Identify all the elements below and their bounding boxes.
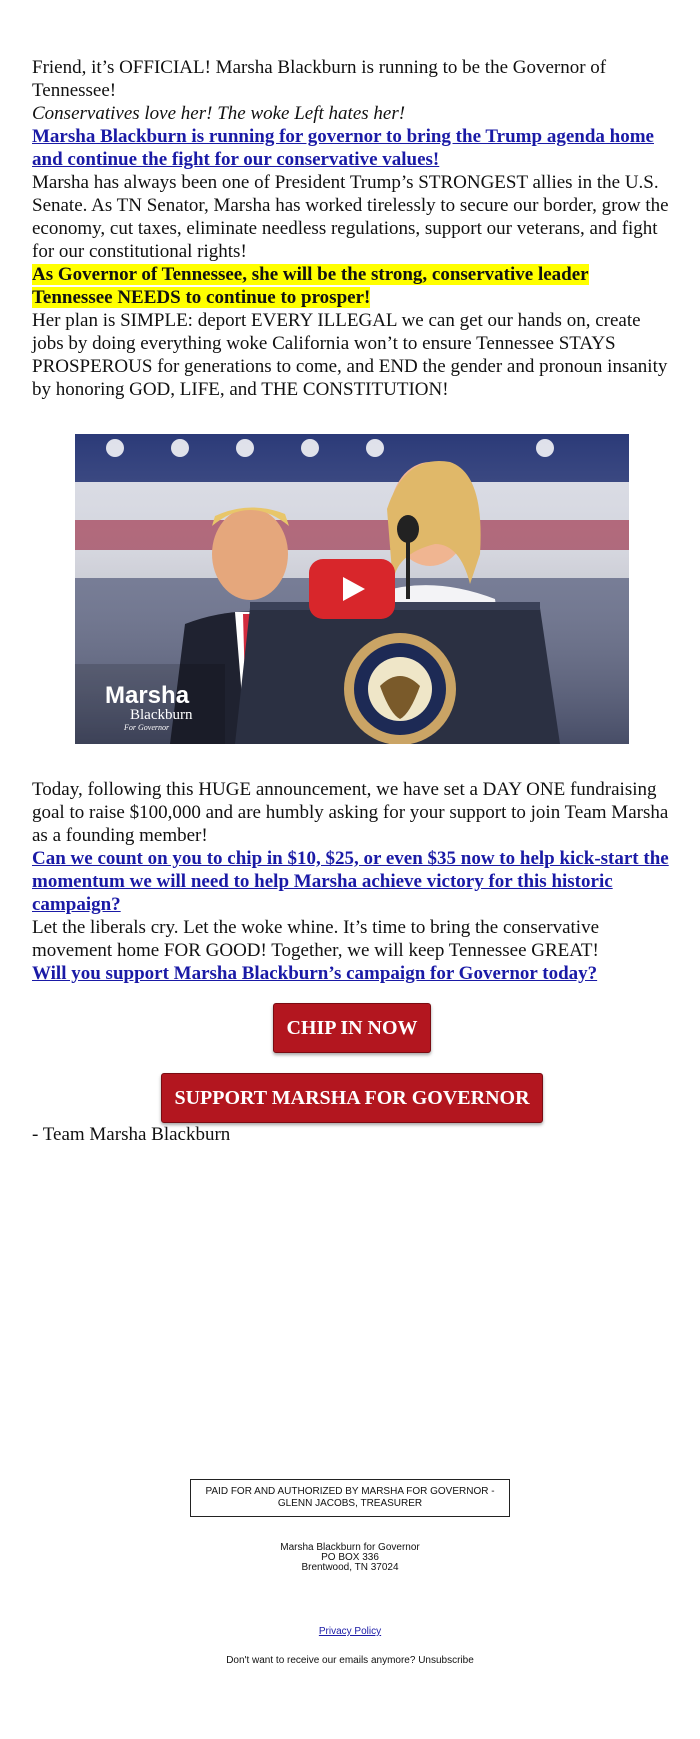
video-logo-name: Marsha bbox=[105, 682, 190, 709]
highlighted-statement: As Governor of Tennessee, she will be the strong, conservative leader Tennessee NEEDS to continue to prosper! bbox=[32, 264, 589, 308]
email-footer bbox=[0, 1479, 700, 1666]
agenda-link[interactable]: Marsha Blackburn is running for governor to bring the Trump agenda home and continue the fight for our conservative values! bbox=[32, 126, 654, 170]
chip-in-now-button[interactable]: CHIP IN NOW bbox=[273, 1003, 430, 1053]
goal-paragraph: Today, following this HUGE announcement, we have set a DAY ONE fundraising goal to raise $100,000 and are humbly asking for your support to join Team Marsha as a founding member! bbox=[32, 779, 669, 846]
support-marsha-button[interactable]: SUPPORT MARSHA FOR GOVERNOR bbox=[161, 1073, 542, 1123]
intro-line: Friend, it’s OFFICIAL! Marsha Blackburn is running to be the Governor of Tennessee! bbox=[32, 57, 607, 101]
city-line: Brentwood, TN 37024 bbox=[301, 1562, 399, 1573]
plan-paragraph: Her plan is SIMPLE: deport EVERY ILLEGAL we can get our hands on, create jobs by doing everything woke California won’t to ensure Tennessee STAYS PROSPEROUS for generations to come, and END the gender and pronoun insanity by honoring GOD, LIFE, and THE CONSTITUTION! bbox=[32, 310, 668, 400]
record-paragraph: Marsha has always been one of President Trump’s STRONGEST allies in the U.S. Senate. As TN Senator, Marsha has worked tirelessly to secure our border, grow the economy, cut taxes, eliminate needless regulations, support our veterans, and fight for our constitutional rights! bbox=[32, 172, 669, 262]
po-box: PO BOX 336 bbox=[321, 1552, 379, 1563]
paid-for-disclaimer: PAID FOR AND AUTHORIZED BY MARSHA FOR GOVERNOR - GLENN JACOBS, TREASURER bbox=[190, 1479, 510, 1517]
signoff: - Team Marsha Blackburn bbox=[32, 1124, 231, 1145]
presidential-seal-icon bbox=[344, 633, 456, 744]
play-icon[interactable] bbox=[309, 559, 395, 619]
privacy-policy-link[interactable]: Privacy Policy bbox=[318, 1626, 382, 1637]
unsubscribe-text[interactable]: Don't want to receive our emails anymore? Unsubscribe bbox=[226, 1655, 474, 1666]
support-link[interactable]: Will you support Marsha Blackburn’s campaign for Governor today? bbox=[32, 963, 598, 984]
org-name: Marsha Blackburn for Governor bbox=[280, 1542, 420, 1553]
chip-in-link[interactable]: Can we count on you to chip in $10, $25, or even $35 now to help kick-start the momentum we will need to help Marsha achieve victory for this historic campaign? bbox=[32, 848, 669, 915]
liberals-paragraph: Let the liberals cry. Let the woke whine. It’s time to bring the conservative movement home FOR GOOD! Together, we will keep Tennessee GREAT! bbox=[32, 917, 600, 961]
video-logo-surname: Blackburn bbox=[130, 707, 193, 723]
email-body bbox=[32, 56, 672, 1146]
campaign-video[interactable] bbox=[75, 434, 629, 744]
italic-tagline: Conservatives love her! The woke Left hates her! bbox=[32, 103, 406, 124]
mailing-address bbox=[0, 1543, 700, 1573]
video-logo-tag: For Governor bbox=[124, 723, 170, 732]
